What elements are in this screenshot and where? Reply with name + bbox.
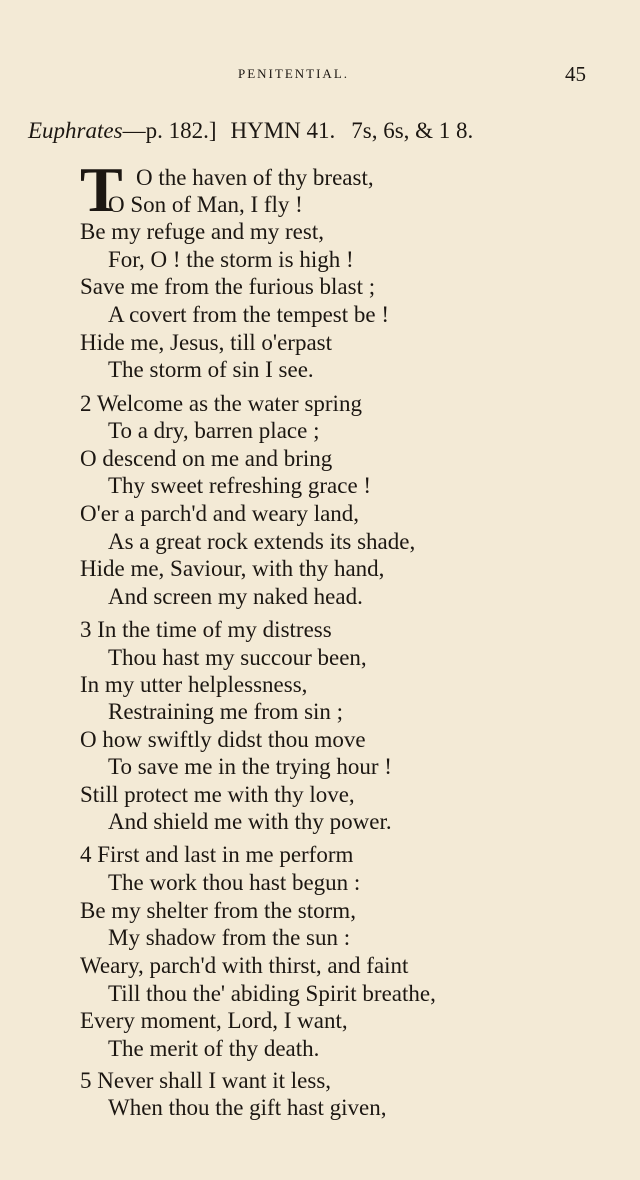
verse-line: When thou the gift hast given, bbox=[108, 1095, 387, 1120]
tune-reference: —p. 182.] bbox=[122, 118, 217, 143]
drop-cap: T bbox=[80, 154, 123, 225]
verse-line: Be my shelter from the storm, bbox=[80, 898, 356, 923]
verse-line: And shield me with thy power. bbox=[108, 809, 392, 834]
tune-name: Euphrates bbox=[28, 118, 123, 143]
verse-line: Till thou the' abiding Spirit breathe, bbox=[108, 981, 436, 1006]
verse-line: My shadow from the sun : bbox=[108, 925, 351, 950]
verse-line: 2 Welcome as the water spring bbox=[80, 391, 362, 416]
verse-line: O how swiftly didst thou move bbox=[80, 727, 366, 752]
verse-line: To a dry, barren place ; bbox=[108, 418, 320, 443]
verse-line: Restraining me from sin ; bbox=[108, 699, 344, 724]
verse-line: And screen my naked head. bbox=[108, 584, 363, 609]
verse-line: Hide me, Saviour, with thy hand, bbox=[80, 556, 385, 581]
verse-line: Hide me, Jesus, till o'erpast bbox=[80, 330, 332, 355]
verse-line: Thou hast my succour been, bbox=[108, 645, 367, 670]
page-number: 45 bbox=[565, 62, 586, 86]
verse-line: For, O ! the storm is high ! bbox=[108, 247, 354, 272]
verse-line: Still protect me with thy love, bbox=[80, 782, 355, 807]
verse-line: Thy sweet refreshing grace ! bbox=[108, 473, 372, 498]
hymn-header bbox=[28, 118, 608, 144]
running-head: PENITENTIAL. bbox=[238, 66, 350, 81]
verse-line: O Son of Man, I fly ! bbox=[108, 192, 303, 217]
verse-line: O'er a parch'd and weary land, bbox=[80, 501, 360, 526]
verse-line: Be my refuge and my rest, bbox=[80, 219, 324, 244]
verse-line: O the haven of thy breast, bbox=[136, 165, 374, 190]
verse-line: A covert from the tempest be ! bbox=[108, 302, 390, 327]
verse-line: The merit of thy death. bbox=[108, 1036, 320, 1061]
verse-line: Every moment, Lord, I want, bbox=[80, 1008, 348, 1033]
verse-line: As a great rock extends its shade, bbox=[108, 529, 416, 554]
verse-line: The storm of sin I see. bbox=[108, 357, 314, 382]
verse-line: 5 Never shall I want it less, bbox=[80, 1068, 332, 1093]
verse-line: The work thou hast begun : bbox=[108, 870, 361, 895]
verse-line: In my utter helplessness, bbox=[80, 672, 308, 697]
hymn-number: HYMN 41. bbox=[230, 118, 336, 143]
verse-line: Weary, parch'd with thirst, and faint bbox=[80, 953, 409, 978]
verse-line: To save me in the trying hour ! bbox=[108, 754, 392, 779]
verse-line: 3 In the time of my distress bbox=[80, 617, 332, 642]
hymn-meter: 7s, 6s, & 1 8. bbox=[351, 118, 474, 143]
verse-line: Save me from the furious blast ; bbox=[80, 274, 376, 299]
verse-line: 4 First and last in me perform bbox=[80, 842, 354, 867]
verse-line: O descend on me and bring bbox=[80, 446, 333, 471]
